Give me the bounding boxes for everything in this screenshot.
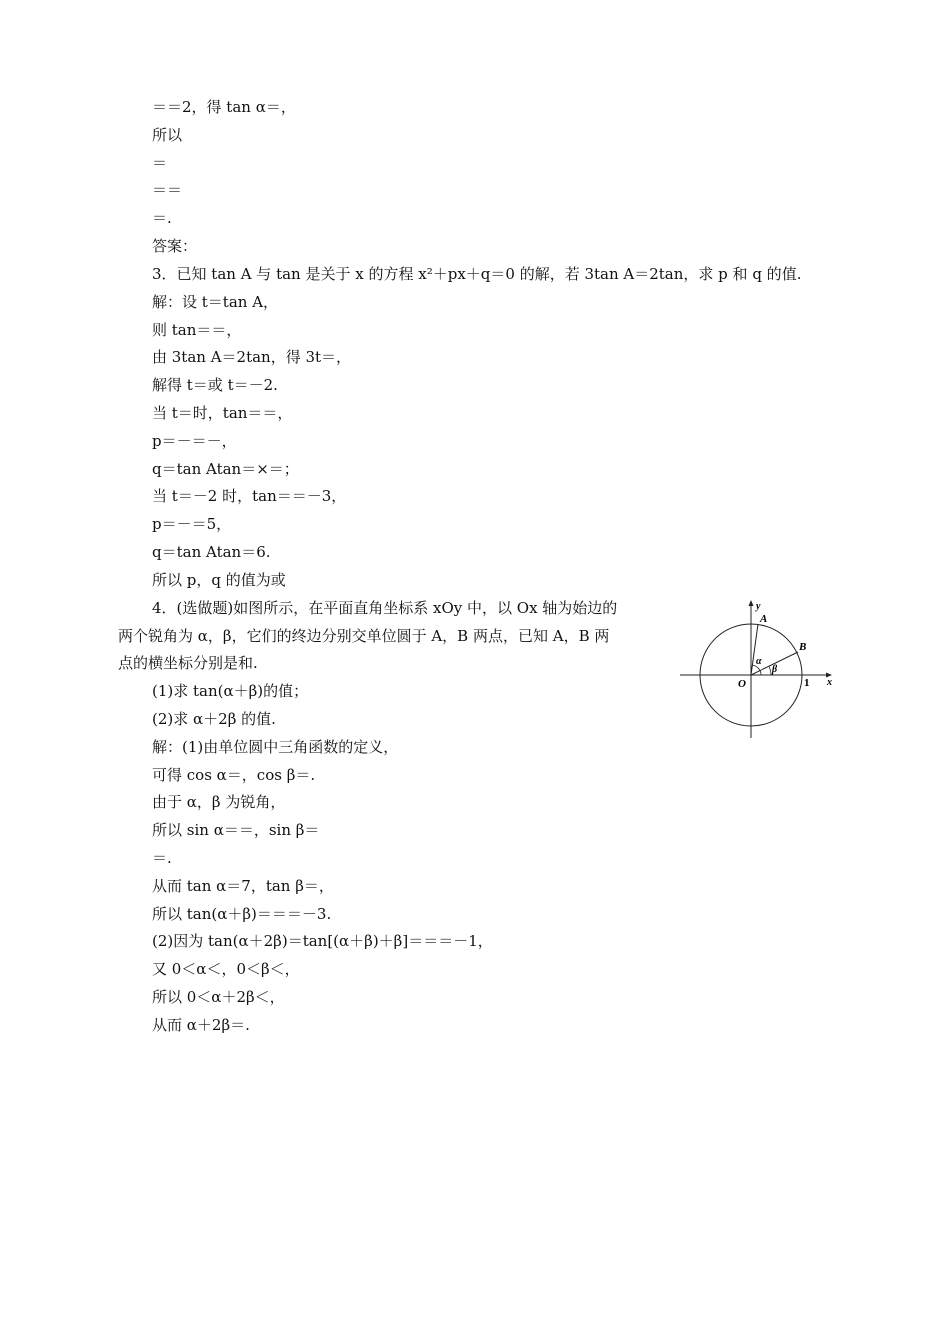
text-line: q＝tan Atan＝6. <box>152 543 271 561</box>
text-line: 当 t＝－2 时，tan＝＝－3， <box>152 487 347 505</box>
y-label: y <box>756 601 761 612</box>
text-line: q＝tan Atan＝×＝； <box>152 460 299 478</box>
text-line: 解：设 t＝tan A， <box>152 293 279 311</box>
text-line: 所以 p，q 的值为或 <box>152 571 286 589</box>
text-line: 由 3tan A＝2tan，得 3t＝， <box>152 348 352 366</box>
text-line: ＝＝2，得 tan α＝， <box>152 98 296 116</box>
beta-label: β <box>772 664 778 675</box>
text-line: (2)因为 tan(α＋2β)＝tan[(α＋β)＋β]＝＝＝－1， <box>152 932 493 950</box>
origin-label: O <box>738 678 746 690</box>
text-line: 所以 tan(α＋β)＝＝＝－3. <box>152 905 332 923</box>
text-line: 所以 sin α＝＝，sin β＝ <box>152 821 320 839</box>
text-line: ＝. <box>152 209 172 227</box>
point-a-label: A <box>760 613 768 625</box>
text-line: 由于 α，β 为锐角， <box>152 793 286 811</box>
text-line: 答案： <box>152 237 198 255</box>
point-b-label: B <box>799 641 807 653</box>
text-line: 所以 0＜α＋2β＜， <box>152 988 285 1006</box>
text-line: p＝－＝－， <box>152 432 237 450</box>
text-line: 又 0＜α＜，0＜β＜， <box>152 960 300 978</box>
text-line: 两个锐角为 α，β，它们的终边分别交单位圆于 A，B 两点，已知 A，B 两 <box>118 627 610 645</box>
problem-3-statement: 3．已知 tan A 与 tan 是关于 x 的方程 x²＋px＋q＝0 的解，若 3tan A＝2tan，求 p 和 q 的值. <box>152 265 802 283</box>
text-line: 点的横坐标分别是和. <box>118 654 258 672</box>
unit-label: 1 <box>804 677 810 689</box>
text-line: 所以 <box>152 126 183 144</box>
problem-4-statement: 4．(选做题)如图所示，在平面直角坐标系 xOy 中，以 Ox 轴为始边的 <box>152 599 618 617</box>
beta-arc <box>769 666 771 675</box>
x-label: x <box>827 677 832 688</box>
y-axis-arrow <box>749 600 754 606</box>
text-line: 解得 t＝或 t＝－2. <box>152 376 278 394</box>
text-line: 从而 α＋2β＝. <box>152 1016 250 1034</box>
text-line: 从而 tan α＝7，tan β＝， <box>152 877 334 895</box>
text-line: 当 t＝时，tan＝＝， <box>152 404 293 422</box>
alpha-label: α <box>756 656 762 667</box>
text-line: p＝－＝5， <box>152 515 232 533</box>
text-line: (1)求 tan(α＋β)的值； <box>152 682 309 700</box>
text-line: ＝ <box>152 154 168 172</box>
text-line: (2)求 α＋2β 的值. <box>152 710 276 728</box>
text-line: ＝. <box>152 849 172 867</box>
text-line: ＝＝ <box>152 181 183 199</box>
text-line: 解：(1)由单位圆中三角函数的定义， <box>152 738 399 756</box>
text-line: 则 tan＝＝， <box>152 321 242 339</box>
unit-circle-figure <box>680 596 840 742</box>
text-line: 可得 cos α＝，cos β＝. <box>152 766 316 784</box>
